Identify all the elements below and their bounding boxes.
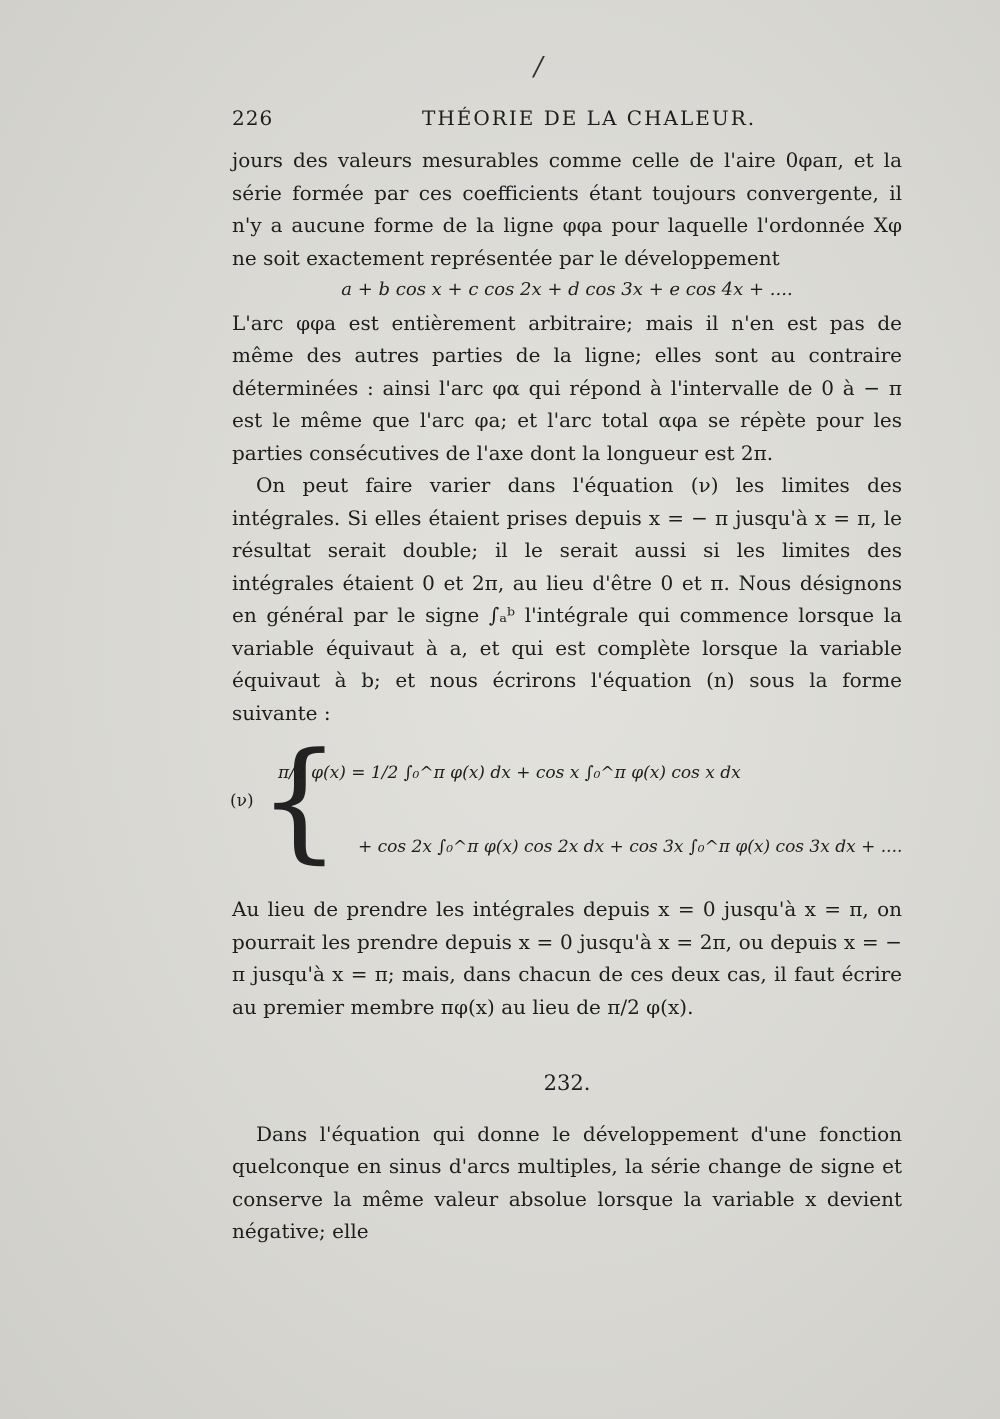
equation-label: (ν) bbox=[230, 791, 254, 811]
body-text bbox=[232, 144, 902, 1248]
paragraph-3: On peut faire varier dans l'équation (ν) les limites des intégrales. Si elles étaient prises depuis x = − π jusqu'à x = π, le résultat serait double; il le serait aussi si les limites des intégrales étaient 0 et 2π, au lieu d'être 0 et π. Nous désignons en général par le signe ∫ₐᵇ l'intégrale qui commence lorsque la variable équivaut à a, et qui est complète lorsque la variable équivaut à b; et nous écrirons l'équation (n) sous la forme suivante : bbox=[232, 473, 902, 725]
brace-icon: { bbox=[258, 724, 341, 876]
equation-line-1: π/2 φ(x) = 1/2 ∫₀^π φ(x) dx + cos x ∫₀^π φ(x) cos x dx bbox=[278, 763, 741, 783]
paragraph-4: Au lieu de prendre les intégrales depuis x = 0 jusqu'à x = π, on pourrait les prendre depuis x = 0 jusqu'à x = 2π, ou depuis x = − π jusqu'à x = π; mais, dans chacun de ces deux cas, il faut écrire au premier membre πφ(x) au lieu de π/2 φ(x). bbox=[232, 897, 902, 1019]
page-number: 226 bbox=[232, 106, 274, 130]
equation-series: a + b cos x + c cos 2x + d cos 3x + e cos 4x + .... bbox=[341, 279, 793, 300]
section-heading bbox=[232, 1067, 902, 1100]
paragraph-5: Dans l'équation qui donne le développement d'une fonction quelconque en sinus d'arcs multiples, la série change de signe et conserve la même valeur absolue lorsque la variable x devient négative; elle bbox=[232, 1121, 902, 1243]
paragraph-2: L'arc φφa est entièrement arbitraire; mais il n'en est pas de même des autres parties de la ligne; elles sont au contraire déterminées : ainsi l'arc φα qui répond à l'intervalle de 0 à − π est le même que l'arc φa; et l'arc total αφa se répète pour les parties consécutives de l'axe dont la longueur est 2π. bbox=[232, 310, 902, 465]
section-number: 232. bbox=[543, 1071, 591, 1095]
equation-system bbox=[230, 724, 903, 885]
running-header bbox=[232, 106, 902, 136]
paragraph-1: jours des valeurs mesurables comme celle de l'aire 0φaπ, et la série formée par ces coefficients étant toujours convergente, il n'y a aucune forme de la ligne φφa pour laquelle l'ordonnée Xφ ne soit exactement représentée par le développement bbox=[232, 148, 902, 270]
running-title: THÉORIE DE LA CHALEUR. bbox=[422, 106, 757, 130]
margin-mark: / bbox=[534, 52, 543, 82]
equation-line-2: + cos 2x ∫₀^π φ(x) cos 2x dx + cos 3x ∫₀^π φ(x) cos 3x dx + .... bbox=[358, 837, 903, 857]
